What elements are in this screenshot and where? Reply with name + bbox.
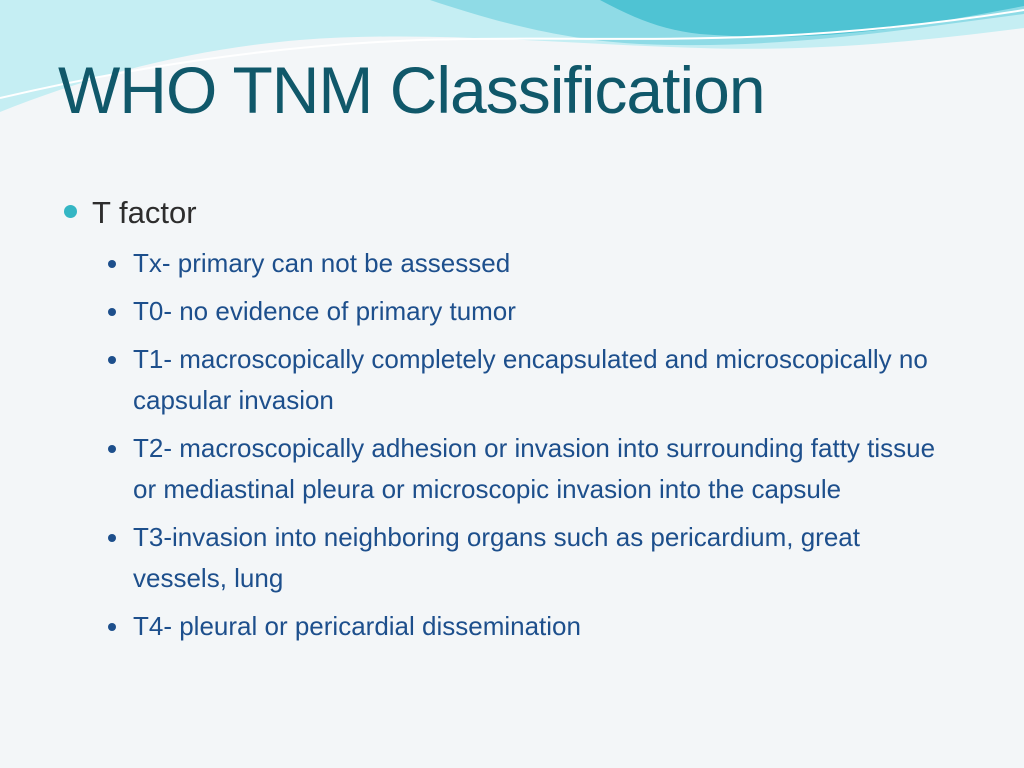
bullet-item-t-factor <box>62 193 955 647</box>
sub-bullet-item-t2 <box>108 428 955 510</box>
bullet-dot-icon <box>108 534 116 542</box>
bullet-dot-icon <box>108 356 116 364</box>
sub-bullet-text: T1- macroscopically completely encapsulated and microscopically no capsular invasion <box>133 344 928 415</box>
bullet-dot-icon <box>108 308 116 316</box>
sub-bullet-text: T4- pleural or pericardial dissemination <box>133 611 581 641</box>
sub-bullet-text: T3-invasion into neighboring organs such as pericardium, great vessels, lung <box>133 522 860 593</box>
bullet-dot-icon <box>108 445 116 453</box>
bullet-dot-icon <box>108 260 116 268</box>
bullet-dot-icon <box>108 623 116 631</box>
sub-bullet-item-t1 <box>108 339 955 421</box>
bullet-text: T factor <box>92 195 197 230</box>
sub-bullet-item-t0 <box>108 291 955 332</box>
sub-bullet-text: Tx- primary can not be assessed <box>133 248 511 278</box>
bullet-dot-icon <box>64 205 77 218</box>
sub-bullet-text: T2- macroscopically adhesion or invasion into surrounding fatty tissue or mediastinal pleura or microscopic invasion into the capsule <box>133 433 936 504</box>
sub-bullet-list <box>108 243 955 647</box>
sub-bullet-item-t4 <box>108 606 955 647</box>
sub-bullet-text: T0- no evidence of primary tumor <box>133 296 516 326</box>
sub-bullet-item-tx <box>108 243 955 284</box>
bullet-list <box>62 193 955 654</box>
sub-bullet-item-t3 <box>108 517 955 599</box>
slide-title: WHO TNM Classification <box>58 53 765 127</box>
